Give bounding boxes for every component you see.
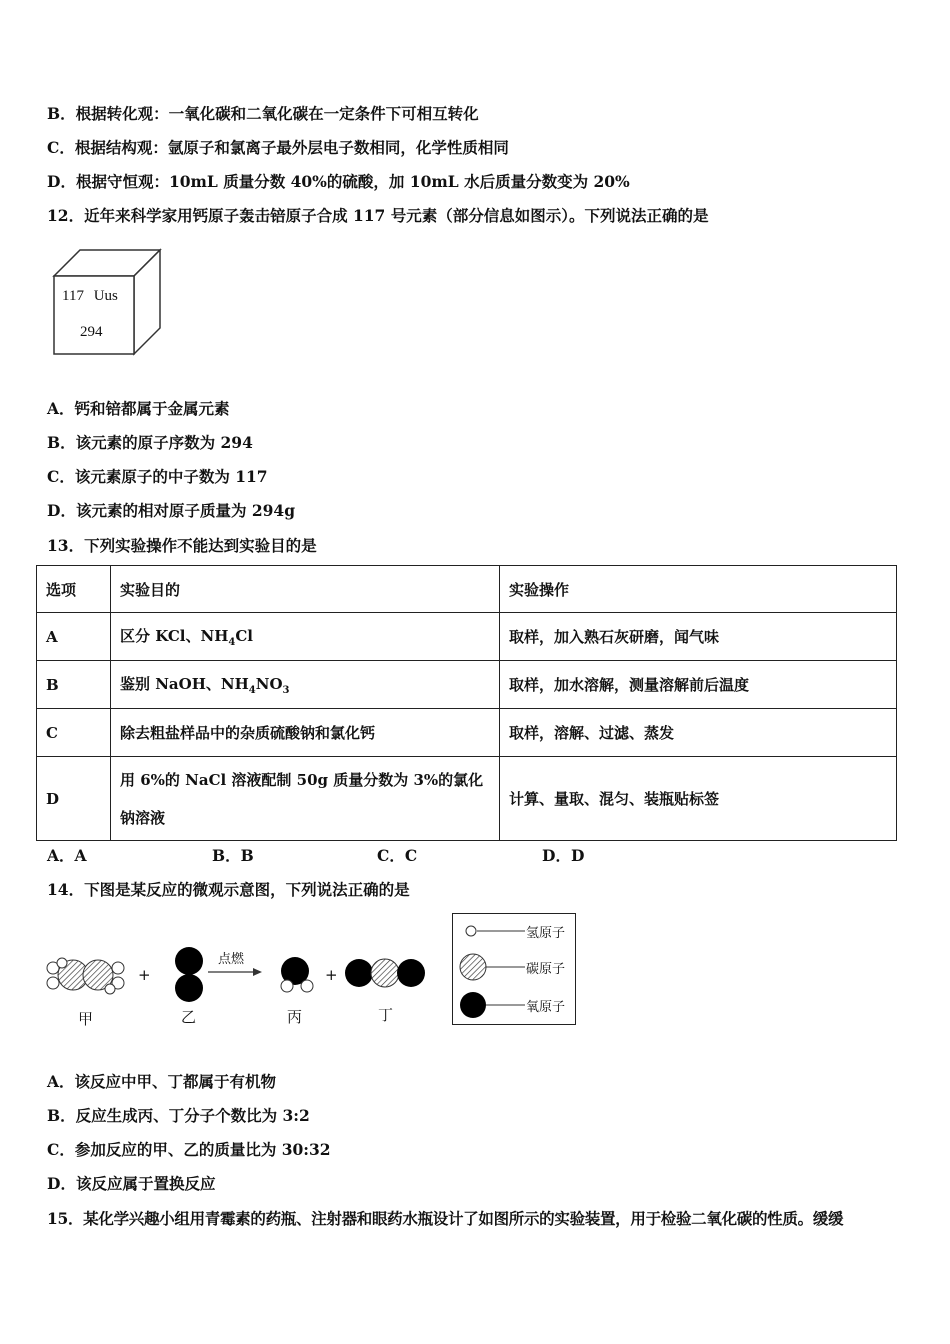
- q11-option-d: D．根据守恒观：10mL 质量分数 40%的硫酸，加 10mL 水后质量分数变为 20%: [47, 172, 630, 191]
- element-symbol: Uus: [93, 288, 118, 304]
- header-option: 选项: [37, 566, 111, 613]
- q12-option-b: B．该元素的原子序数为 294: [47, 433, 253, 452]
- legend-carbon: 碳原子: [526, 962, 566, 977]
- q12-option-d: D．该元素的相对原子质量为 294g: [47, 501, 296, 520]
- q13-choice-c: C．C: [377, 846, 418, 865]
- q12-stem: 12．近年来科学家用钙原子轰击锫原子合成 117 号元素（部分信息如图示）。下列说法正确的是: [47, 206, 709, 225]
- element-card: [52, 248, 164, 360]
- q14-option-a: A．该反应中甲、丁都属于有机物: [47, 1072, 277, 1091]
- element-number: 117: [62, 288, 84, 304]
- row-purpose: 除去粗盐样品中的杂质硫酸钠和氯化钙: [111, 709, 500, 757]
- row-operation: 取样，加水溶解，测量溶解前后温度: [500, 661, 897, 709]
- row-option: D: [37, 757, 111, 841]
- carbon-atom-icon: [460, 954, 486, 980]
- row-operation: 计算、量取、混匀、装瓶贴标签: [500, 757, 897, 841]
- q13-choice-a: A．A: [47, 846, 87, 865]
- label-yi: 乙: [181, 1008, 197, 1026]
- row-purpose: 区分 KCl、$NH_4Cl$: [111, 613, 500, 661]
- label-ding: 丁: [378, 1006, 394, 1024]
- q13-stem: 13．下列实验操作不能达到实验目的是: [47, 536, 317, 555]
- molecule-jia: [47, 958, 124, 994]
- reaction-condition: 点燃: [218, 952, 245, 967]
- label-jia: 甲: [78, 1010, 94, 1028]
- molecule-bing: [281, 957, 313, 992]
- q15-stem: 15．某化学兴趣小组用青霉素的药瓶、注射器和眼药水瓶设计了如图所示的实验装置，用于检验二氧化碳的性质。缓缓: [47, 1209, 844, 1228]
- q14-option-c: C．参加反应的甲、乙的质量比为 30:32: [47, 1140, 331, 1159]
- reaction-diagram: [40, 908, 440, 1032]
- q14-stem: 14．下图是某反应的微观示意图，下列说法正确的是: [47, 880, 410, 899]
- q13-choice-b: B．B: [212, 846, 254, 865]
- experiment-table: [36, 565, 897, 841]
- q12-option-c: C．该元素原子的中子数为 117: [47, 467, 268, 486]
- q14-option-b: B．反应生成丙、丁分子个数比为 3:2: [47, 1106, 310, 1125]
- row-purpose: 鉴别 NaOH、$NH_4NO_3$: [111, 661, 500, 709]
- plus-sign: +: [138, 966, 151, 984]
- header-purpose: 实验目的: [111, 566, 500, 613]
- q11-option-b: B．根据转化观：一氧化碳和二氧化碳在一定条件下可相互转化: [47, 104, 479, 123]
- hydrogen-atom-icon: [466, 926, 476, 936]
- table-header-row: [37, 566, 897, 613]
- legend-hydrogen: 氢原子: [526, 926, 566, 941]
- legend-oxygen: 氧原子: [526, 1000, 566, 1015]
- header-operation: 实验操作: [500, 566, 897, 613]
- table-row: [37, 613, 897, 661]
- table-row: [37, 661, 897, 709]
- atom-legend: [452, 913, 576, 1025]
- q12-option-a: A．钙和锫都属于金属元素: [47, 399, 230, 418]
- table-row: [37, 757, 897, 841]
- molecule-ding: [345, 959, 425, 987]
- table-row: [37, 709, 897, 757]
- label-bing: 丙: [287, 1008, 303, 1026]
- row-operation: 取样，加入熟石灰研磨，闻气味: [500, 613, 897, 661]
- oxygen-atom-icon: [460, 992, 486, 1018]
- element-mass: 294: [80, 324, 103, 340]
- molecule-yi: [175, 947, 203, 1002]
- q13-choice-d: D．D: [542, 846, 585, 865]
- q11-option-c: C．根据结构观：氩原子和氯离子最外层电子数相同，化学性质相同: [47, 138, 509, 157]
- row-purpose: 用 6%的 NaCl 溶液配制 50g 质量分数为 3%的氯化 钠溶液: [111, 757, 500, 841]
- row-option: B: [37, 661, 111, 709]
- q14-option-d: D．该反应属于置换反应: [47, 1174, 216, 1193]
- row-option: C: [37, 709, 111, 757]
- row-option: A: [37, 613, 111, 661]
- row-operation: 取样，溶解、过滤、蒸发: [500, 709, 897, 757]
- plus-sign: +: [325, 966, 338, 984]
